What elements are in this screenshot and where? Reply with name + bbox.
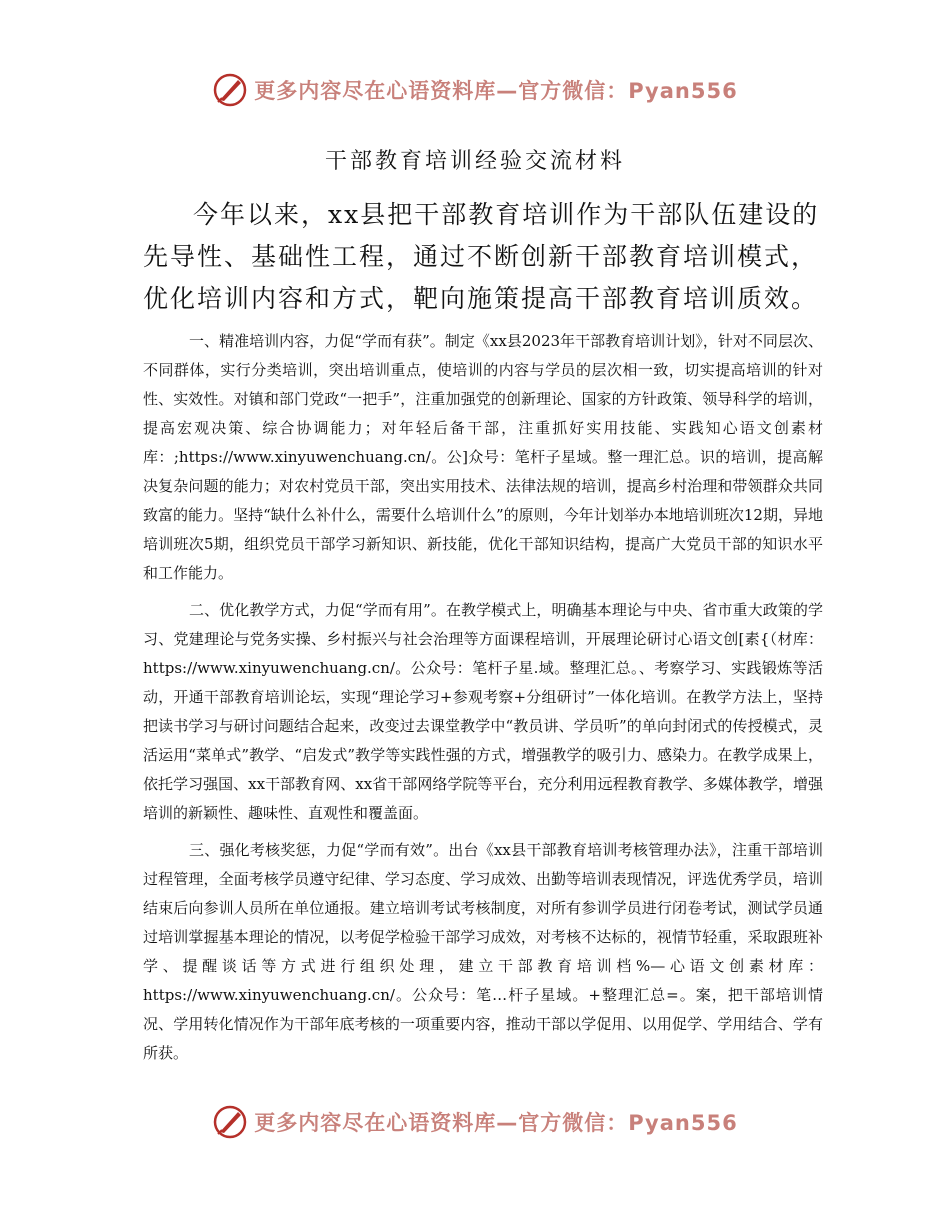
footer-banner (0, 1102, 950, 1142)
quill-pen-logo (212, 1104, 248, 1140)
banner-text: 更多内容尽在心语资料库—官方微信：Pyan556 (254, 79, 738, 103)
header-banner (0, 70, 950, 110)
paragraph-3: 三、强化考核奖惩，力促“学而有效”。出台《xx县干部教育培训考核管理办法》，注重干部培训过程管理，全面考核学员遵守纪律、学习态度、学习成效、出勤等培训表现情况，评选优秀学员，培训结束后向参训人员所在单位通报。建立培训考试考核制度，对所有参训学员进行闭卷考试，测试学员通过培训掌握基本理论的情况，以考促学检验干部学习成效，对考核不达标的，视情节轻重，采取跟班补学、提醒谈话等方式进行组织处理，建立干部教育培训档%—心语文创素材库：https://www.xinyuwenchuang.cn/。公众号：笔…杆子星域。+整理汇总=。案，把干部培训情况、学用转化情况作为干部年底考核的一项重要内容，推动干部以学促用、以用促学、学用结合、学有所获。 (143, 841, 823, 1062)
paragraph-2: 二、优化教学方式，力促“学而有用”。在教学模式上，明确基本理论与中央、省市重大政策的学习、党建理论与党务实操、乡村振兴与社会治理等方面课程培训，开展理论研讨心语文创[素{（材库：https://www.xinyuwenchuang.cn/。公众号：笔杆子星.域。整理汇总。、考察学习、实践锻炼等活动，开通干部教育培训论坛，实现“理论学习+参观考察+分组研讨”一体化培训。在教学方法上，坚持把读书学习与研讨问题结合起来，改变过去课堂教学中“教员讲、学员听”的单向封闭式的传授模式，灵活运用“菜单式”教学、“启发式”教学等实践性强的方式，增强教学的吸引力、感染力。在教学成果上，依托学习强国、xx干部教育网、xx省干部网络学院等平台，充分利用远程教育教学、多媒体教学，增强培训的新颖性、趣味性、直观性和覆盖面。 (143, 601, 823, 822)
banner-text: 更多内容尽在心语资料库—官方微信：Pyan556 (254, 1111, 738, 1135)
paragraph-1: 一、精准培训内容，力促“学而有获”。制定《xx县2023年干部教育培训计划》，针对不同层次、不同群体，实行分类培训，突出培训重点，使培训的内容与学员的层次相一致，切实提高培训的针对性、实效性。对镇和部门党政“一把手”，注重加强党的创新理论、国家的方针政策、领导科学的培训，提高宏观决策、综合协调能力；对年轻后备干部，注重抓好实用技能、实践知心语文创素材库：;https://www.xinyuwenchuang.cn/。公]众号：笔杆子星域。整一理汇总。识的培训，提高解决复杂问题的能力；对农村党员干部，突出实用技术、法律法规的培训，提高乡村治理和带领群众共同致富的能力。坚持“缺什么补什么，需要什么培训什么”的原则，今年计划举办本地培训班次12期，异地培训班次5期，组织党员干部学习新知识、新技能，优化干部知识结构，提高广大党员干部的知识水平和工作能力。 (143, 332, 823, 582)
document-title: 干部教育培训经验交流材料 (324, 149, 625, 174)
document-body (143, 327, 823, 1076)
intro-paragraph: 今年以来，xx县把干部教育培训作为干部队伍建设的先导性、基础性工程，通过不断创新干部教育培训模式，优化培训内容和方式，靶向施策提高干部教育培训质效。 (143, 200, 820, 313)
quill-pen-logo (212, 72, 248, 108)
